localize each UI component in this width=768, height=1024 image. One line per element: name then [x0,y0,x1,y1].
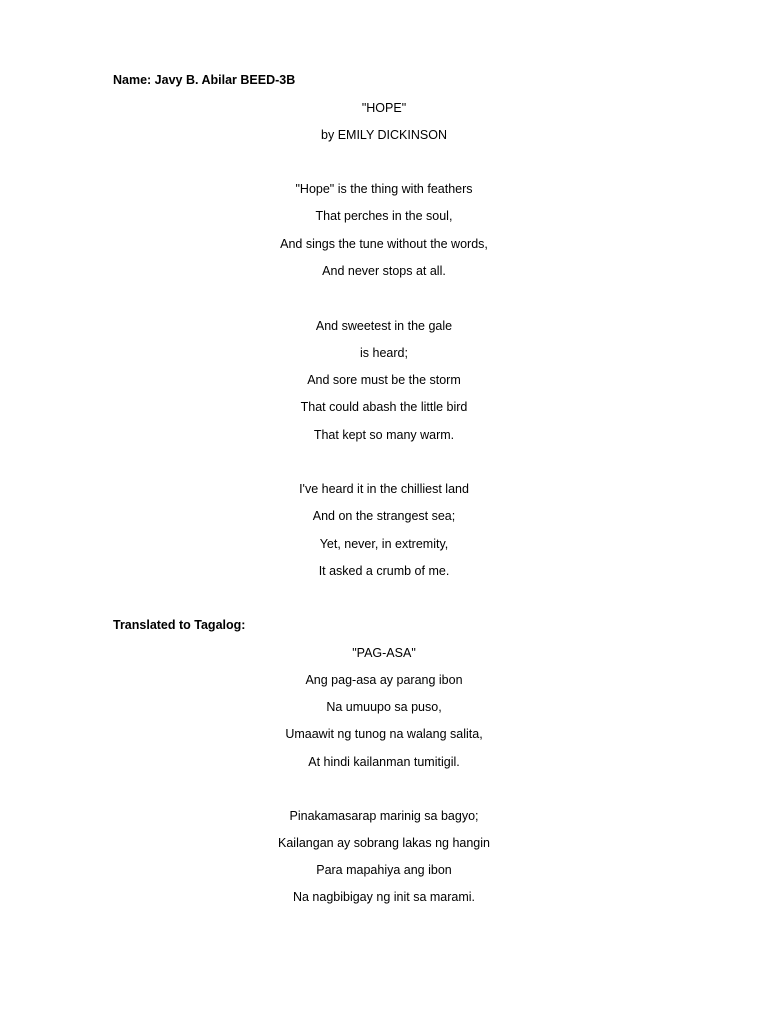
translated-poem-title: "PAG-ASA" [352,646,416,660]
translated-line: Kailangan ay sobrang lakas ng hangin [278,836,490,850]
translated-line: Ang pag-asa ay parang ibon [305,673,463,687]
poem-line: And never stops at all. [322,264,446,278]
translated-line: Na nagbibigay ng init sa marami. [292,890,476,904]
translated-line: Na umuupo sa puso, [326,700,442,714]
translated-line: Para mapahiya ang ibon [316,863,452,877]
poem-line: That perches in the soul, [315,209,453,223]
translation-heading: Translated to Tagalog: [113,618,246,632]
poem-line: And sore must be the storm [307,373,461,387]
poem-author: by EMILY DICKINSON [321,128,447,142]
poem-line: is heard; [360,346,408,360]
poem-line: And on the strangest sea; [312,509,456,523]
poem-line: "Hope" is the thing with feathers [295,182,473,196]
poem-line: I've heard it in the chilliest land [299,482,469,496]
poem-title: "HOPE" [361,101,407,115]
poem-line: Yet, never, in extremity, [319,537,449,551]
translated-line: At hindi kailanman tumitigil. [308,755,460,769]
translated-line: Pinakamasarap marinig sa bagyo; [289,809,479,823]
poem-line: That kept so many warm. [313,428,455,442]
translated-line: Umaawit ng tunog na walang salita, [285,727,483,741]
poem-line: That could abash the little bird [300,400,468,414]
poem-line: And sings the tune without the words, [280,237,488,251]
poem-line: And sweetest in the gale [315,319,453,333]
poem-line: It asked a crumb of me. [318,564,450,578]
student-name-line: Name: Javy B. Abilar BEED-3B [113,73,296,87]
